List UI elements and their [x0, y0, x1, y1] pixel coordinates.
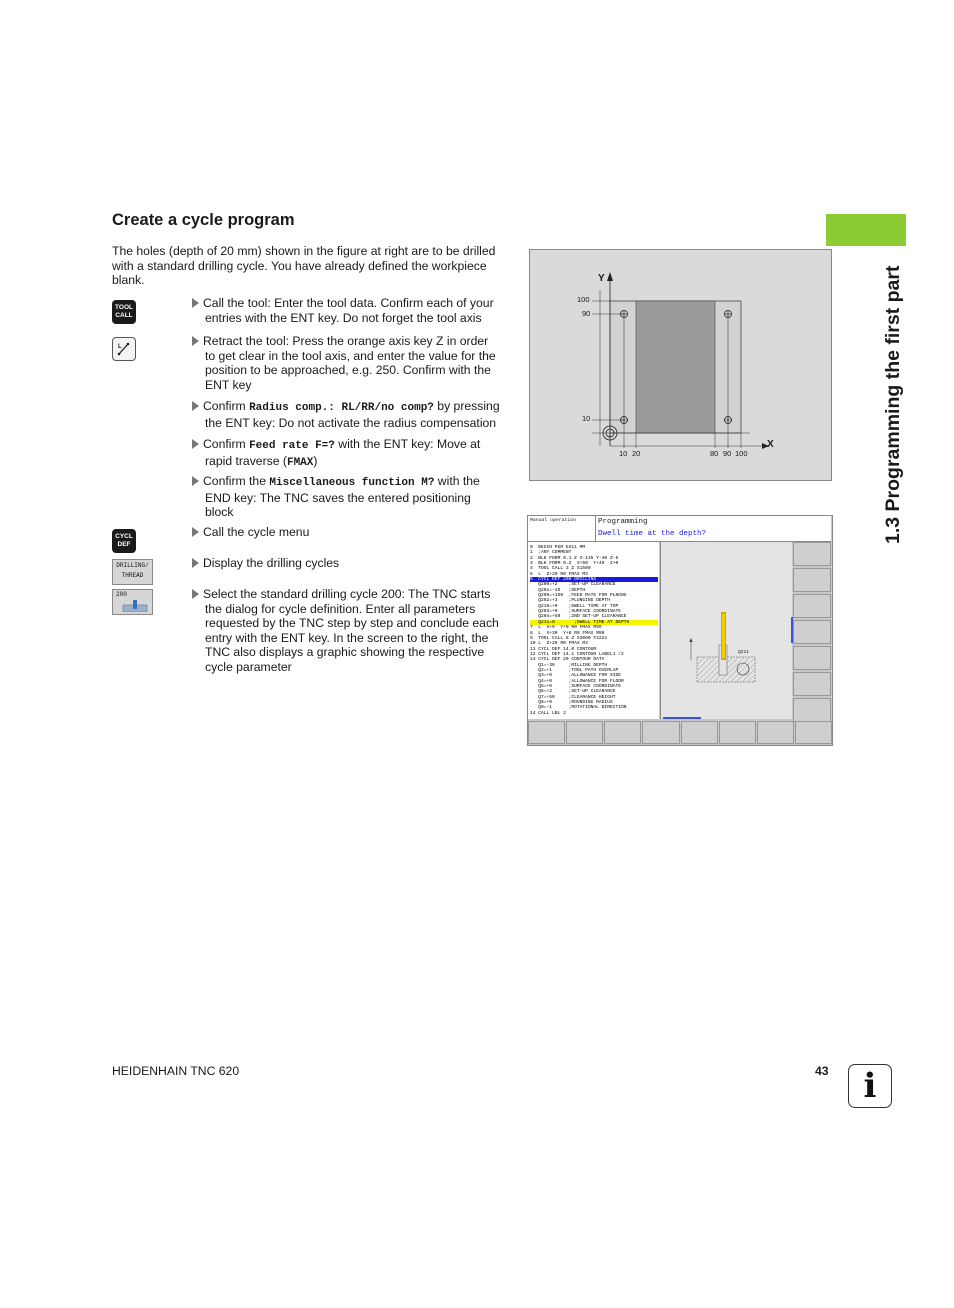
horizontal-softkey[interactable]: [795, 721, 832, 744]
program-line: 6 CYCL DEF 200 DRILLING: [530, 577, 658, 582]
drilling-thread-softkey: [112, 559, 153, 585]
graphic-label: Q211: [738, 650, 750, 655]
cycl-def-key-label1: CYCL: [115, 533, 133, 540]
cycle-200-softkey: [112, 589, 153, 615]
linear-path-key: [112, 337, 136, 361]
program-line: Q3=+0 ;ALLOWANCE FOR SIDE: [530, 673, 621, 679]
horizontal-softkey[interactable]: [528, 721, 565, 744]
footer-product: HEIDENHAIN TNC 620: [112, 1064, 240, 1078]
arrow-icon: [192, 527, 199, 537]
svg-text:L: L: [118, 344, 122, 350]
mode-label: Manual operation: [530, 518, 577, 523]
arrow-icon: [192, 401, 199, 411]
step-radius-comp: [192, 399, 510, 430]
step-text: the ENT key: Do not activate the radius compensation: [205, 415, 497, 430]
arrow-icon: [192, 589, 199, 599]
program-line: Q7=+50 ;CLEARANCE HEIGHT: [530, 694, 616, 700]
linear-path-icon: [115, 340, 133, 358]
intro-text: The holes (depth of 20 mm) shown in the figure at right are to be drilled with a standard drilling cycle. You have already defined the workpiece blank.: [112, 244, 496, 287]
step-text: Confirm: [203, 399, 250, 413]
vertical-softkey[interactable]: [793, 698, 831, 722]
vertical-softkey[interactable]: [793, 594, 831, 618]
tnc-screen: [527, 515, 833, 746]
x-axis-label: X: [767, 439, 774, 450]
step-text: with the: [434, 474, 480, 488]
step-code: Miscellaneous function M?: [269, 477, 435, 489]
arrow-icon: [192, 476, 199, 486]
program-line: Q4=+0 ;ALLOWANCE FOR FLOOR: [530, 678, 624, 684]
y-tick-100: 100: [577, 295, 590, 304]
dialog-prompt: Dwell time at the depth?: [598, 530, 707, 538]
step-text: requested by the TNC step by step and conclude each: [205, 616, 499, 630]
drilling-softkey-label2: THREAD: [121, 572, 144, 579]
horizontal-softkey-bar: [528, 721, 832, 744]
program-line: 1 ;ANY COMMENT: [530, 550, 572, 556]
step-text: Call the cycle menu: [203, 525, 310, 539]
page-number: 43: [815, 1064, 829, 1078]
step-text: entries with the ENT key. Do not forget the tool axis: [205, 310, 482, 325]
program-line: 12 CYCL DEF 14.1 CONTOUR LABEL1 /2: [530, 651, 624, 657]
x-tick-100: 100: [735, 449, 748, 458]
arrow-icon: [192, 439, 199, 449]
program-line: Q8=+0 ;ROUNDING RADIUS: [530, 699, 613, 705]
vertical-softkey-bar: [793, 542, 831, 719]
step-select-cycle: [192, 587, 510, 674]
program-line: Q203=+0 ;SURFACE COORDINATE: [530, 609, 621, 615]
program-listing: [530, 545, 658, 729]
program-line: Q206=+150 ;FEED RATE FOR PLNGNG: [530, 593, 627, 599]
step-text: Confirm the: [203, 474, 270, 488]
x-tick-90: 90: [723, 449, 732, 458]
step-text: Confirm: [203, 437, 250, 451]
step-drilling-cycles: [192, 556, 510, 571]
step-text: TNC also displays a graphic showing the respective: [205, 645, 485, 659]
step-text: END key: The TNC saves the entered positioning: [205, 490, 471, 505]
program-line: Q1=-30 ;MILLING DEPTH: [530, 662, 608, 668]
vertical-softkey[interactable]: [793, 568, 831, 592]
x-tick-10: 10: [619, 449, 628, 458]
program-line: Q5=+0 ;SURFACE COORDINATE: [530, 683, 621, 689]
program-line: 5 L Z+20 R0 FMAX M3: [530, 571, 588, 577]
graphic-indicator: [663, 717, 701, 719]
step-feed-rate: [192, 437, 510, 470]
vertical-softkey[interactable]: [793, 646, 831, 670]
program-line: Q202=+3 ;PLUNGING DEPTH: [530, 598, 610, 604]
step-text: Select the standard drilling cycle 200: The TNC starts: [203, 587, 491, 601]
step-text: Display the drilling cycles: [203, 556, 340, 570]
step-misc-function: [192, 474, 510, 520]
arrow-icon: [192, 336, 199, 346]
step-text: block: [205, 505, 234, 519]
program-line: Q6=+2 ;SET-UP CLEARANCE: [530, 689, 616, 695]
step-text: to get clear in the tool axis, and enter the value for the: [205, 348, 496, 363]
step-text: ): [313, 453, 318, 468]
program-line: Q211=0 ;DWELL TIME AT DEPTH: [530, 620, 658, 625]
step-text: cycle parameter: [205, 659, 292, 674]
step-code: FMAX: [286, 456, 314, 469]
step-text: the dialog for cycle definition. Enter all parameters: [205, 601, 476, 616]
info-icon: i: [848, 1064, 892, 1108]
horizontal-softkey[interactable]: [757, 721, 794, 744]
step-cycle-menu: [192, 525, 510, 540]
cycl-def-key: [112, 529, 136, 553]
chapter-tab-title: 1.3 Programming the first part: [882, 265, 904, 544]
program-line: 4 TOOL CALL 3 Z S1500: [530, 566, 591, 572]
program-line: 14 CALL LBL 2: [530, 710, 566, 716]
program-line: Q200=+2 ;SET-UP CLEARANCE: [530, 582, 616, 588]
y-tick-90: 90: [582, 309, 591, 318]
step-text: ENT key: [205, 377, 252, 392]
program-line: 8 L X+30 Y+0 R0 FMAX M99: [530, 630, 605, 636]
tool-call-key: [112, 300, 136, 324]
step-text: Retract the tool: Press the orange axis key Z in order: [203, 334, 489, 348]
step-text: entry with the ENT key. In the screen to the right, the: [205, 630, 489, 645]
program-line: Q2=+1 ;TOOL PATH OVERLAP: [530, 667, 619, 673]
program-line: Q210=+0 ;DWELL TIME AT TOP: [530, 603, 619, 609]
step-text-line: [192, 454, 510, 471]
cycl-def-key-label2: DEF: [117, 541, 131, 548]
step-code: Feed rate F=?: [249, 440, 335, 452]
step-text: by pressing: [433, 399, 500, 413]
step-code: Radius comp.: RL/RR/no comp?: [249, 402, 434, 414]
program-line: 9 TOOL CALL 8 Z S3000 F2222: [530, 635, 608, 641]
horizontal-softkey[interactable]: [604, 721, 641, 744]
vertical-softkey[interactable]: [793, 542, 831, 566]
horizontal-softkey[interactable]: [566, 721, 603, 744]
step-text: Call the tool: Enter the tool data. Confirm each of your: [203, 296, 494, 310]
program-line: 13 CYCL DEF 20 CONTOUR DATA: [530, 657, 605, 663]
chapter-tab: [848, 214, 904, 544]
cycle-graphic: [661, 542, 792, 719]
x-tick-20: 20: [632, 449, 641, 458]
step-retract: [192, 334, 510, 392]
program-line: Q204=+50 ;2ND SET-UP CLEARANCE: [530, 614, 627, 620]
vertical-softkey[interactable]: [793, 620, 831, 644]
program-line: 7 L X+0 Y+0 R0 FMAX M99: [530, 625, 602, 631]
graphic-panel: [660, 542, 792, 719]
horizontal-softkey[interactable]: [642, 721, 679, 744]
vertical-softkey[interactable]: [793, 672, 831, 696]
step-text: rapid traverse (: [205, 453, 287, 468]
step-text: with the ENT key: Move at: [334, 437, 481, 451]
program-line: 3 BLK FORM 0.2 X+50 Y+40 Z+0: [530, 561, 619, 567]
horizontal-softkey[interactable]: [719, 721, 756, 744]
y-tick-10: 10: [582, 414, 591, 423]
program-line: Q201=-15 ;DEPTH: [530, 587, 586, 593]
scroll-indicator: [791, 617, 793, 643]
x-tick-80: 80: [710, 449, 719, 458]
tool-call-key-label1: TOOL: [115, 304, 133, 311]
program-line: 10 L Z+20 R0 FMAX M3: [530, 641, 588, 647]
arrow-icon: [192, 558, 199, 568]
drilling-softkey-label1: DRILLING/: [116, 562, 149, 569]
screen-title: Programming: [598, 518, 648, 526]
program-line: 2 BLK FORM 0.1 Z X-135 Y-40 Z-5: [530, 555, 619, 561]
dialog-header: [596, 516, 831, 542]
tool-call-key-label2: CALL: [115, 312, 133, 319]
program-line: Q9=-1 ;ROTATIONAL DIRECTION: [530, 705, 627, 711]
cycle-200-label: 200: [116, 591, 127, 598]
drill-cycle-icon: [121, 600, 149, 612]
workpiece-figure: [529, 249, 832, 481]
program-line: 0 BEGIN PGM EX11 MM: [530, 545, 586, 550]
arrow-icon: [192, 298, 199, 308]
step-tool-call: [192, 296, 510, 325]
section-title: Create a cycle program: [112, 211, 295, 229]
horizontal-softkey[interactable]: [681, 721, 718, 744]
mode-header: [528, 516, 596, 542]
program-line: 11 CYCL DEF 14.0 CONTOUR: [530, 646, 597, 652]
y-axis-label: Y: [598, 273, 605, 284]
workpiece-drawing: [530, 250, 831, 480]
step-text: position to be approached, e.g. 250. Confirm with the: [205, 363, 491, 377]
